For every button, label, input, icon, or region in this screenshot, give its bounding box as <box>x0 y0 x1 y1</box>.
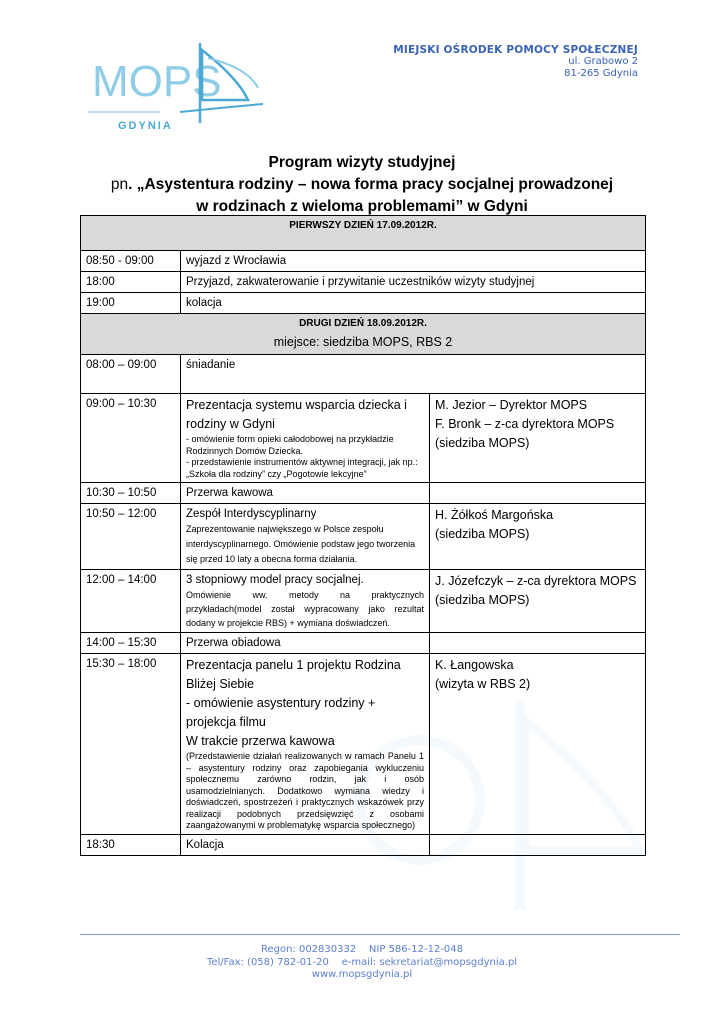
time-cell: 09:00 – 10:30 <box>81 394 181 483</box>
activity-cell: śniadanie <box>181 355 646 394</box>
org-address-city: 81-265 Gdynia <box>564 68 638 79</box>
time-cell: 14:00 – 15:30 <box>81 633 181 654</box>
activity-cell: kolacja <box>181 293 646 314</box>
time-cell: 08:00 – 09:00 <box>81 355 181 394</box>
footer <box>0 944 724 982</box>
day1-header-row <box>81 216 646 251</box>
table-row <box>81 394 646 483</box>
org-address-street: ul. Grabowo 2 <box>568 56 638 67</box>
activity-cell: 3 stopniowy model pracy socjalnej. Omówienie ww. metody na praktycznych przykładach(model został wypracowany jako rezultat dodany w projekcie RBS) + wymiana doświadczeń. <box>181 570 430 633</box>
table-row <box>81 355 646 394</box>
time-cell: 10:30 – 10:50 <box>81 483 181 504</box>
time-cell: 12:00 – 14:00 <box>81 570 181 633</box>
title-line-3: w rodzinach z wieloma problemami” w Gdyni <box>196 198 528 215</box>
time-cell: 18:00 <box>81 272 181 293</box>
presenter-cell: H. Żółkoś Margońska (siedziba MOPS) <box>430 504 646 570</box>
activity-cell: wyjazd z Wrocławia <box>181 251 646 272</box>
logo-subtext: GDYNIA <box>118 120 173 132</box>
presenter-cell: M. Jezior – Dyrektor MOPS F. Bronk – z-ca dyrektora MOPS (siedziba MOPS) <box>430 394 646 483</box>
time-cell: 15:30 – 18:00 <box>81 654 181 835</box>
time-cell: 08:50 - 09:00 <box>81 251 181 272</box>
program-table <box>80 215 646 856</box>
activity-cell: Kolacja <box>181 834 430 855</box>
table-row <box>81 483 646 504</box>
time-cell: 19:00 <box>81 293 181 314</box>
title-line-1: Program wizyty studyjnej <box>268 154 456 171</box>
title-line-2: pn. „Asystentura rodziny – nowa forma pracy socjalnej prowadzonej <box>110 176 614 193</box>
footer-registry: Regon: 002830332 NIP 586-12-12-048 <box>260 944 464 955</box>
activity-cell: Przerwa kawowa <box>181 483 430 504</box>
presenter-cell <box>430 633 646 654</box>
day2-header-row <box>81 314 646 355</box>
time-cell: 18:30 <box>81 834 181 855</box>
organization-header <box>393 44 638 80</box>
day1-header: PIERWSZY DZIEŃ 17.09.2012R. <box>289 220 437 231</box>
presenter-cell <box>430 834 646 855</box>
table-row <box>81 834 646 855</box>
footer-divider <box>80 934 680 935</box>
presenter-cell: J. Józefczyk – z-ca dyrektora MOPS (siedziba MOPS) <box>430 570 646 633</box>
presenter-cell <box>430 483 646 504</box>
activity-cell: Prezentacja panelu 1 projektu Rodzina Bliżej Siebie - omówienie asystentury rodziny + projekcja filmu W trakcie przerwa kawowa (Przedstawienie działań realizowanych w ramach Panelu 1 – asystentury rodziny oraz zapobiegania wykluczeniu społecznemu zarówno rodzin, jak i osób usamodzielnianych. Dodatkowo wymiana wiedzy i doświadczeń, spostrzeżeń i praktycznych wskazówek przy realizacji podobnych przedsięwzięć z osobami zaangażowanymi w problematykę wsparcia społecznego) <box>181 654 430 835</box>
mops-logo <box>88 38 273 133</box>
table-row <box>81 633 646 654</box>
activity-cell: Przyjazd, zakwaterowanie i przywitanie uczestników wizyty studyjnej <box>181 272 646 293</box>
day2-header: DRUGI DZIEŃ 18.09.2012R. <box>299 318 427 329</box>
activity-cell: Prezentacja systemu wsparcia dziecka i rodziny w Gdyni - omówienie form opieki całodobowej na przykładzie Rodzinnych Domów Dziecka. - przedstawienie instrumentów aktywnej integracji, jak np.: „Szkoła dla rodziny” czy „Pogotowie lekcyjne” <box>181 394 430 483</box>
table-row <box>81 272 646 293</box>
presenter-cell: K. Łangowska (wizyta w RBS 2) <box>430 654 646 835</box>
document-title <box>40 152 684 218</box>
org-name: MIEJSKI OŚRODEK POMOCY SPOŁECZNEJ <box>393 44 638 56</box>
table-row <box>81 251 646 272</box>
table-row <box>81 570 646 633</box>
logo-text: MOPS <box>92 57 222 106</box>
table-row <box>81 504 646 570</box>
activity-cell: Przerwa obiadowa <box>181 633 430 654</box>
activity-cell: Zespół Interdyscyplinarny Zaprezentowanie największego w Polsce zespołu interdyscyplinarnego. Omówienie podstaw jego tworzenia się przed 10 laty a obecna forma działania. <box>181 504 430 570</box>
footer-contact: Tel/Fax: (058) 782-01-20 e-mail: sekretariat@mopsgdynia.pl <box>206 956 518 968</box>
time-cell: 10:50 – 12:00 <box>81 504 181 570</box>
day2-place: miejsce: siedziba MOPS, RBS 2 <box>273 335 453 349</box>
footer-website[interactable]: www.mopsgdynia.pl <box>311 969 413 980</box>
table-row <box>81 654 646 835</box>
table-row <box>81 293 646 314</box>
